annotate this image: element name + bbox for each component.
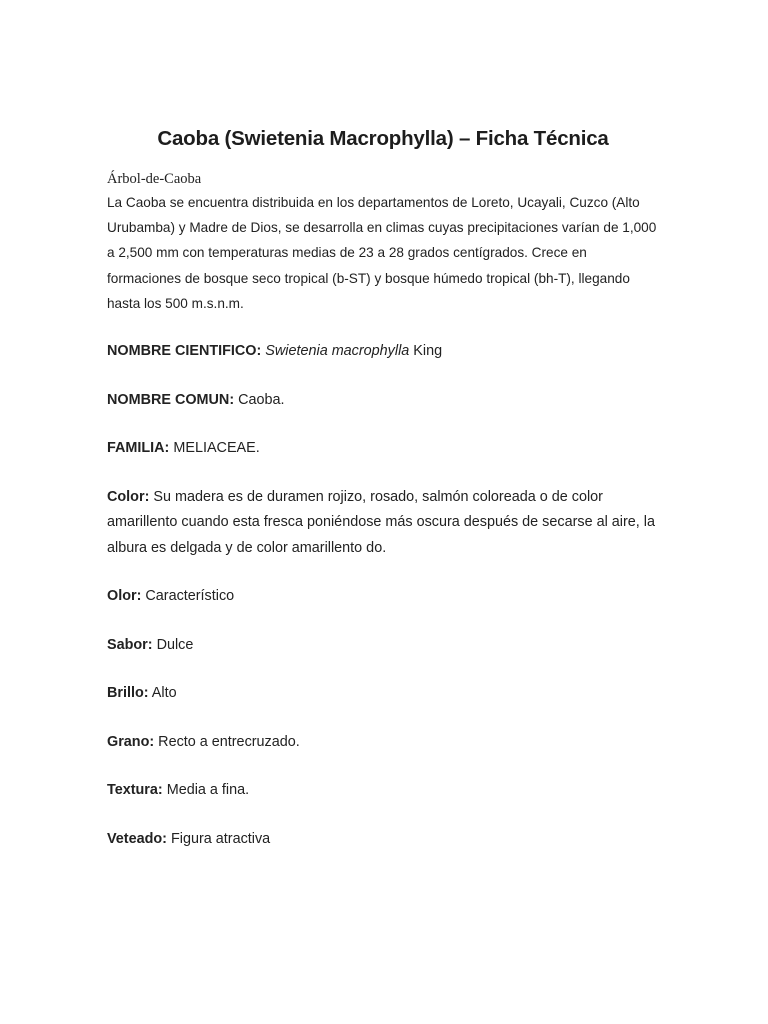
field-label: NOMBRE COMUN: xyxy=(107,391,235,408)
field-label: Brillo: xyxy=(107,685,149,702)
image-caption: Árbol-de-Caoba xyxy=(107,171,202,187)
field-value: Característico xyxy=(145,588,235,605)
field-color xyxy=(107,485,659,562)
field-label: FAMILIA: xyxy=(107,440,170,457)
field-value: King xyxy=(413,343,443,360)
field-luster xyxy=(107,681,659,707)
page-title: Caoba (Swietenia Macrophylla) – Ficha Técnica xyxy=(157,127,609,150)
field-common-name xyxy=(107,388,659,414)
field-value: MELIACEAE. xyxy=(173,440,260,457)
field-value: Figura atractiva xyxy=(170,830,271,847)
field-value: Caoba. xyxy=(238,391,285,408)
field-label: Sabor: xyxy=(107,636,153,653)
field-texture xyxy=(107,778,659,804)
field-taste xyxy=(107,633,659,659)
intro-paragraph: La Caoba se encuentra distribuida en los departamentos de Loreto, Ucayali, Cuzco (Alto Urubamba) y Madre de Dios, se desarrolla en climas cuyas precipitaciones varían de 1,000 a 2,500 mm con temperaturas medias de 23 a 28 grados centígrados. Crece en formaciones de bosque seco tropical (b-ST) y bosque húmedo tropical (bh-T), llegando hasta los 500 m.s.n.m. xyxy=(107,195,657,311)
field-figure xyxy=(107,827,659,853)
field-value: Su madera es de duramen rojizo, rosado, salmón coloreada o de color amarillento cuando esta fresca poniéndose más oscura después de secarse al aire, la albura es delgada y de color amarillento do. xyxy=(107,488,655,556)
field-scientific-name xyxy=(107,339,659,365)
field-odor xyxy=(107,584,659,610)
field-value: Media a fina. xyxy=(166,782,250,799)
field-label: NOMBRE CIENTIFICO: xyxy=(107,343,262,360)
field-label: Olor: xyxy=(107,588,142,605)
field-grain xyxy=(107,730,659,756)
field-family xyxy=(107,436,659,462)
field-value-italic: Swietenia macrophylla xyxy=(265,343,410,360)
field-label: Color: xyxy=(107,488,150,505)
field-label: Veteado: xyxy=(107,830,167,847)
document-page xyxy=(107,124,659,875)
field-label: Grano: xyxy=(107,733,155,750)
field-value: Alto xyxy=(151,685,177,702)
field-label: Textura: xyxy=(107,782,163,799)
field-value: Dulce xyxy=(156,636,194,653)
field-value: Recto a entrecruzado. xyxy=(158,733,300,750)
